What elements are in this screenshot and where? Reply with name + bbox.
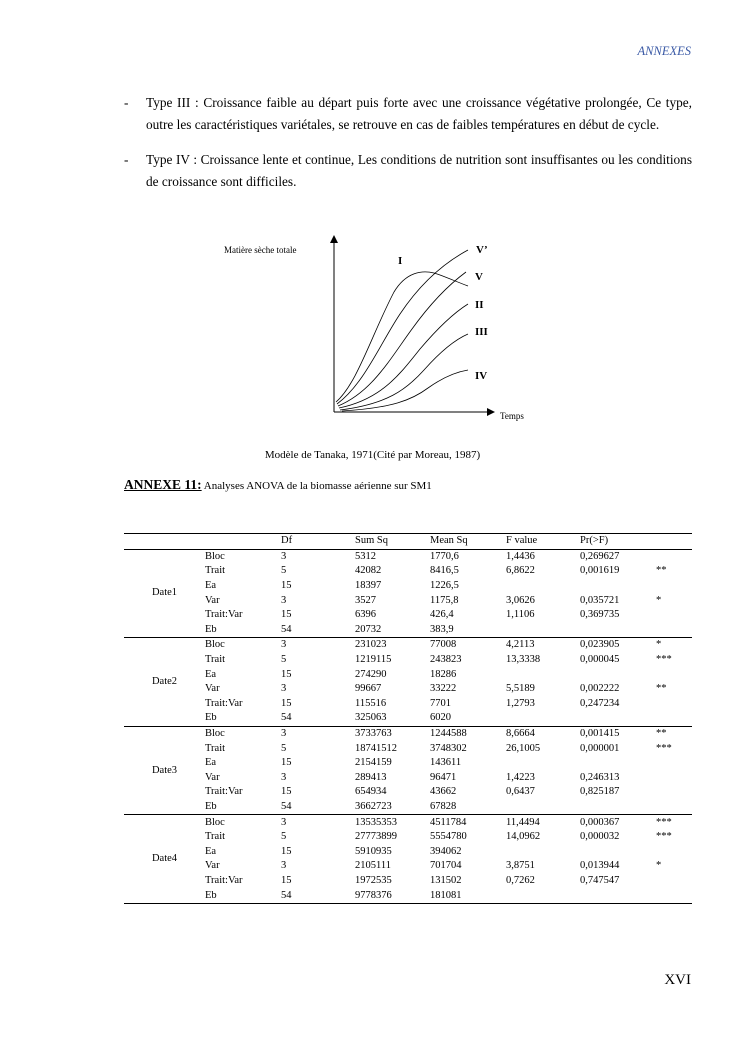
table-cell: Var [205, 594, 220, 606]
column-header [205, 534, 281, 550]
table-cell: 13,3338 [506, 654, 541, 666]
table-cell: 15 [281, 874, 292, 886]
table-cell: 18741512 [355, 742, 397, 754]
table-cell: 14,0962 [506, 831, 541, 843]
table-cell [506, 888, 580, 903]
table-cell: 3 [281, 638, 355, 653]
table-cell [506, 623, 580, 638]
table-cell: 18397 [355, 580, 382, 592]
table-cell: 15 [281, 668, 292, 680]
curve-iii [340, 334, 468, 410]
table-cell: 20732 [355, 623, 430, 638]
date-cell: Date1 [124, 549, 205, 638]
column-header: Pr(>F) [580, 534, 656, 550]
table-cell: 5 [281, 654, 287, 666]
table-cell: Trait [205, 565, 226, 577]
table-cell: 5 [281, 742, 287, 754]
curve-v-prime [337, 250, 468, 404]
table-row [124, 564, 692, 579]
table-row [124, 593, 692, 608]
table-cell: 15 [281, 845, 292, 857]
table-cell: 231023 [355, 638, 430, 653]
column-header: Df [281, 534, 355, 550]
table-cell: *** [656, 742, 672, 754]
table-cell [506, 800, 580, 815]
table-cell: Trait [205, 742, 226, 754]
table-cell: 0,269627 [580, 549, 656, 564]
column-header: F value [506, 534, 580, 550]
page-number: XVI [664, 972, 691, 988]
table-cell: 3733763 [355, 726, 430, 741]
table-cell: Eb [205, 623, 281, 638]
table-cell: 4511784 [430, 815, 506, 830]
table-cell: 3 [281, 549, 355, 564]
table-row [124, 888, 692, 903]
table-cell: 2154159 [355, 757, 392, 769]
table-row [124, 608, 692, 623]
table-cell [656, 874, 692, 889]
table-cell [580, 800, 656, 815]
table-cell: 15 [281, 697, 292, 709]
table-cell: 5554780 [430, 831, 467, 843]
table-cell: 3,0626 [506, 594, 535, 606]
table-row [124, 844, 692, 859]
table-cell: 143611 [430, 757, 462, 769]
table-cell [580, 756, 656, 771]
table-cell: Trait:Var [205, 786, 243, 798]
table-cell: 5,5189 [506, 683, 535, 695]
table-row [124, 771, 692, 786]
table-cell: 426,4 [430, 609, 454, 621]
table-cell [656, 756, 692, 771]
anova-table-body [124, 549, 692, 903]
bullet-dash: - [124, 151, 129, 167]
table-cell: 0,001415 [580, 726, 656, 741]
y-axis-label: Matière sèche totale [224, 245, 297, 255]
table-cell: 4,2113 [506, 638, 580, 653]
table-cell [580, 579, 656, 594]
column-header: Mean Sq [430, 534, 506, 550]
table-cell: ** [656, 683, 667, 695]
table-cell [656, 844, 692, 859]
table-cell: Trait [205, 831, 226, 843]
table-cell: 15 [281, 580, 292, 592]
table-cell: 0,000001 [580, 742, 620, 754]
table-cell [506, 844, 580, 859]
table-cell: 13535353 [355, 815, 430, 830]
table-cell [506, 756, 580, 771]
table-cell: Bloc [205, 549, 281, 564]
table-header-row [124, 534, 692, 550]
table-cell: 67828 [430, 800, 506, 815]
table-cell: 115516 [355, 697, 387, 709]
tanaka-growth-figure [222, 234, 534, 430]
table-cell: 7701 [430, 697, 451, 709]
table-cell: 701704 [430, 860, 462, 872]
curve-i [336, 272, 468, 402]
table-cell: 0,000032 [580, 831, 620, 843]
table-cell: 15 [281, 609, 292, 621]
table-cell: 131502 [430, 874, 462, 886]
table-cell: 1770,6 [430, 549, 506, 564]
table-cell: 1175,8 [430, 594, 459, 606]
table-cell: 1226,5 [430, 580, 459, 592]
table-cell: 33222 [430, 683, 457, 695]
table-row [124, 741, 692, 756]
table-row [124, 579, 692, 594]
bullet-text: Type IV : Croissance lente et continue, Les conditions de nutrition sont insuffisantes ou les conditions de croissance sont difficiles. [146, 151, 692, 190]
table-cell [656, 608, 692, 623]
table-cell: 42082 [355, 565, 382, 577]
table-cell: Ea [205, 580, 217, 592]
table-cell: 0,246313 [580, 771, 620, 783]
table-row [124, 800, 692, 815]
table-cell: ** [656, 726, 692, 741]
table-cell: *** [656, 831, 672, 843]
table-cell: 18286 [430, 668, 457, 680]
table-cell: Trait:Var [205, 697, 243, 709]
table-cell [580, 623, 656, 638]
table-cell: Eb [205, 888, 281, 903]
table-cell: 383,9 [430, 623, 506, 638]
table-cell: 3527 [355, 594, 376, 606]
table-cell: 0,013944 [580, 860, 620, 872]
table-cell: 0,247234 [580, 697, 620, 709]
table-cell: 3 [281, 860, 287, 872]
growth-curves-diagram [222, 234, 534, 430]
table-cell: 2105111 [355, 860, 391, 872]
table-cell: 3,8751 [506, 860, 535, 872]
table-cell [580, 888, 656, 903]
running-header: ANNEXES [637, 44, 691, 58]
column-header [656, 534, 692, 550]
table-cell: 1,4223 [506, 771, 535, 783]
table-cell: * [656, 860, 662, 872]
table-cell: 394062 [430, 845, 462, 857]
table-cell: 0,7262 [506, 874, 535, 886]
table-cell: 8416,5 [430, 565, 459, 577]
table-cell [656, 800, 692, 815]
anova-table [124, 533, 692, 904]
bullet-type-iii [124, 92, 692, 137]
table-cell [656, 785, 692, 800]
table-cell [656, 623, 692, 638]
table-row [124, 874, 692, 889]
table-cell: Bloc [205, 726, 281, 741]
table-cell: 1219115 [355, 654, 392, 666]
table-cell: 0,369735 [580, 609, 620, 621]
table-cell: Eb [205, 800, 281, 815]
date-cell: Date4 [124, 815, 205, 904]
table-cell: 5910935 [355, 845, 392, 857]
table-cell: 6,8622 [506, 565, 535, 577]
table-cell: 77008 [430, 638, 506, 653]
table-cell: 6396 [355, 609, 376, 621]
table-cell: Trait [205, 654, 226, 666]
table-cell [656, 667, 692, 682]
table-row [124, 711, 692, 726]
table-cell: 1,1106 [506, 609, 535, 621]
table-cell: 0,001619 [580, 565, 620, 577]
column-header: Sum Sq [355, 534, 430, 550]
table-cell: 99667 [355, 683, 382, 695]
table-cell [506, 579, 580, 594]
column-header [124, 534, 205, 550]
table-cell: 3 [281, 726, 355, 741]
table-cell: Var [205, 771, 220, 783]
table-row [124, 549, 692, 564]
table-row [124, 830, 692, 845]
table-cell: 0,035721 [580, 594, 620, 606]
curve-v [338, 272, 466, 406]
annexe-heading [124, 477, 432, 493]
table-cell [656, 711, 692, 726]
table-cell [656, 579, 692, 594]
table-cell: Bloc [205, 638, 281, 653]
table-cell: 6020 [430, 711, 506, 726]
table-cell: ** [656, 565, 667, 577]
table-row [124, 623, 692, 638]
table-cell: 3 [281, 815, 355, 830]
table-cell: 0,825187 [580, 786, 620, 798]
table-row [124, 726, 692, 741]
table-cell: 9778376 [355, 888, 430, 903]
table-cell: 0,6437 [506, 786, 535, 798]
table-cell [580, 667, 656, 682]
table-cell: Ea [205, 845, 217, 857]
curve-label-iv: IV [475, 370, 488, 382]
table-cell [580, 844, 656, 859]
bullet-list [124, 92, 692, 206]
table-cell: 54 [281, 623, 355, 638]
table-cell [656, 697, 692, 712]
bullet-text: Type III : Croissance faible au départ puis forte avec une croissance végétative prolongée, Ce type, outre les caractéristiques variétales, se retrouve en cas de faibles températures en début de cycle. [146, 95, 692, 133]
annexe-subtitle: Analyses ANOVA de la biomasse aérienne sur SM1 [203, 480, 432, 492]
table-cell: * [656, 638, 692, 653]
table-cell: Trait:Var [205, 609, 243, 621]
table-row [124, 682, 692, 697]
table-cell: *** [656, 654, 672, 666]
table-cell: 0,000045 [580, 654, 620, 666]
figure-caption: Modèle de Tanaka, 1971(Cité par Moreau, 1987) [264, 449, 481, 461]
table-cell: Var [205, 683, 220, 695]
table-cell: 8,6664 [506, 726, 580, 741]
curve-ii [339, 304, 468, 408]
table-cell: 54 [281, 888, 355, 903]
table-row [124, 653, 692, 668]
table-cell: Ea [205, 757, 217, 769]
table-cell [656, 888, 692, 903]
bullet-type-iv [124, 149, 692, 194]
table-cell: 243823 [430, 654, 462, 666]
curve-label-v-prime: V’ [476, 244, 488, 256]
table-cell: Var [205, 860, 220, 872]
table-row [124, 638, 692, 653]
table-cell [656, 549, 692, 564]
table-cell: 0,000367 [580, 815, 656, 830]
x-axis-label: Temps [500, 411, 524, 421]
table-cell: 289413 [355, 771, 387, 783]
table-cell: *** [656, 815, 692, 830]
table-cell [580, 711, 656, 726]
date-cell: Date3 [124, 726, 205, 815]
table-cell: 54 [281, 711, 355, 726]
table-cell: 3 [281, 594, 287, 606]
table-cell: 26,1005 [506, 742, 541, 754]
table-row [124, 756, 692, 771]
table-cell: 3662723 [355, 800, 430, 815]
table-row [124, 859, 692, 874]
table-cell: 1,2793 [506, 697, 535, 709]
table-cell: 3 [281, 683, 287, 695]
date-cell: Date2 [124, 638, 205, 727]
table-row [124, 697, 692, 712]
table-cell: 181081 [430, 888, 506, 903]
bullet-dash: - [124, 95, 129, 110]
table-cell: 0,747547 [580, 874, 620, 886]
table-cell: 325063 [355, 711, 430, 726]
table-row [124, 785, 692, 800]
table-cell: 5 [281, 565, 287, 577]
table-cell [506, 667, 580, 682]
table-cell: 15 [281, 786, 292, 798]
curve-label-ii: II [475, 299, 484, 311]
table-cell: 43662 [430, 786, 457, 798]
table-cell: 5 [281, 831, 287, 843]
table-cell: 1972535 [355, 874, 392, 886]
curve-label-v: V [475, 271, 483, 283]
table-cell: 0,002222 [580, 683, 620, 695]
table-cell: 0,023905 [580, 638, 656, 653]
table-row [124, 667, 692, 682]
table-cell: 54 [281, 800, 355, 815]
table-cell: Bloc [205, 815, 281, 830]
table-cell: 27773899 [355, 831, 397, 843]
table-cell: 1244588 [430, 726, 506, 741]
table-cell: 5312 [355, 549, 430, 564]
table-cell: 96471 [430, 771, 457, 783]
table-cell [656, 771, 692, 786]
curve-iv [342, 370, 468, 411]
table-cell: Eb [205, 711, 281, 726]
table-row [124, 815, 692, 830]
table-cell: 1,4436 [506, 549, 580, 564]
table-cell: Trait:Var [205, 874, 243, 886]
curve-label-i: I [398, 255, 403, 267]
table-cell: 654934 [355, 786, 387, 798]
table-cell: * [656, 594, 662, 606]
table-cell [506, 711, 580, 726]
table-cell: Ea [205, 668, 217, 680]
table-cell: 15 [281, 757, 292, 769]
annexe-title: ANNEXE 11: [124, 477, 202, 492]
curve-label-iii: III [475, 326, 488, 338]
table-cell: 11,4494 [506, 815, 580, 830]
table-cell: 3 [281, 771, 287, 783]
table-cell: 3748302 [430, 742, 467, 754]
table-cell: 274290 [355, 668, 387, 680]
